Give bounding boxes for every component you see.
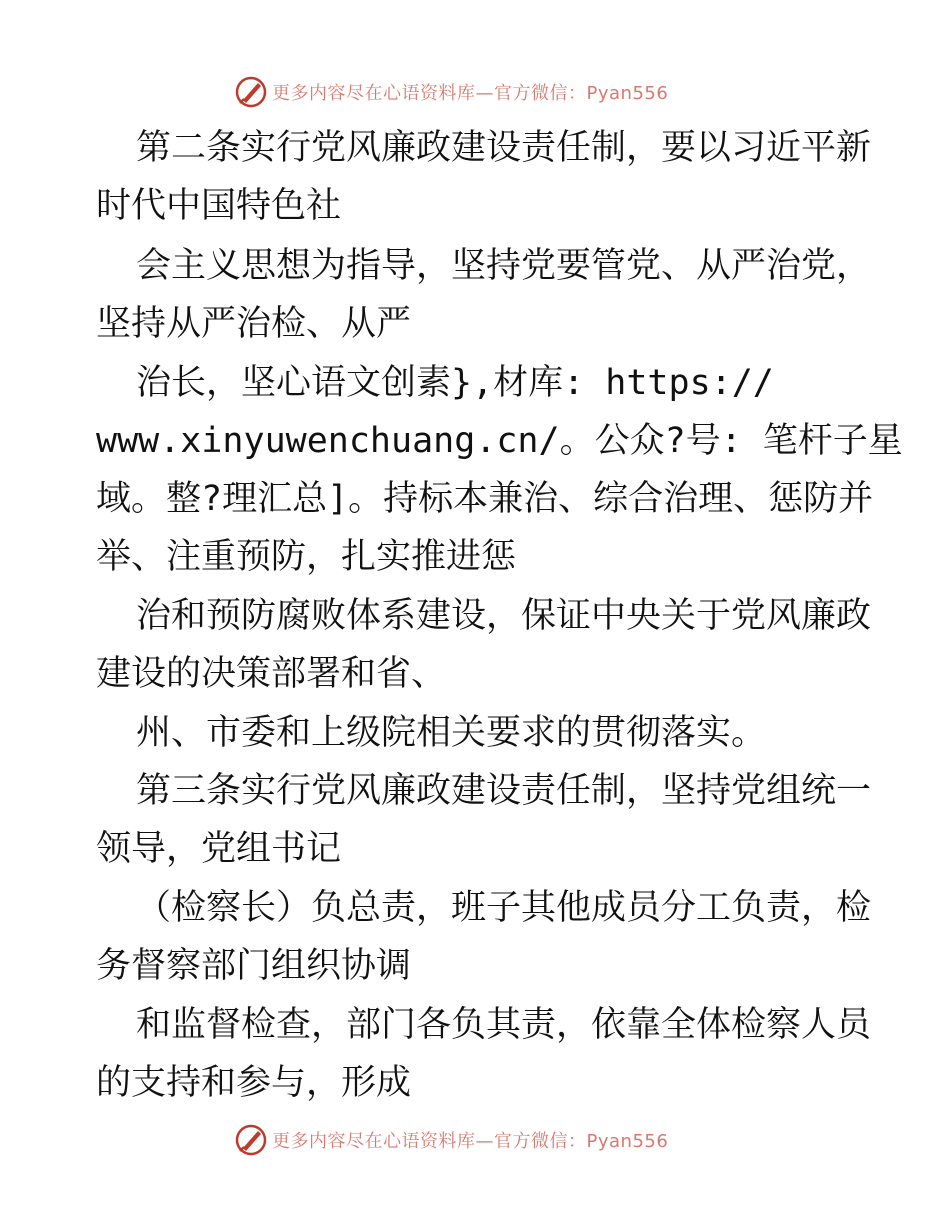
text-line: 会主义思想为指导，坚持党要管党、从严治党， [136, 246, 872, 286]
text-line: （检察长）负总责，班子其他成员分工负责，检 [136, 888, 872, 928]
text-line: 第三条实行党风廉政建设责任制，坚持党组统一 [136, 771, 872, 811]
text-line: 坚持从严治检、从严 [96, 304, 412, 344]
text-line: 举、注重预防，扎实推进惩 [96, 537, 517, 577]
text-line: 州、市委和上级院相关要求的贯彻落实。 [136, 713, 767, 753]
footer-watermark-banner [0, 1120, 950, 1160]
text-line: 治长，坚心语文创素},材库: https:// [136, 363, 774, 403]
text-line: 时代中国特色社 [96, 186, 342, 226]
text-line: 域。整?理汇总]。持标本兼治、综合治理、惩防并 [96, 479, 874, 519]
quill-logo-icon [234, 75, 268, 109]
header-watermark-banner [0, 72, 950, 112]
text-line: 治和预防腐败体系建设，保证中央关于党风廉政 [136, 596, 872, 636]
text-line: 和监督检查，部门各负其责，依靠全体检察人员 [136, 1005, 872, 1045]
footer-banner-text: 更多内容尽在心语资料库—官方微信：Pyan556 [272, 1131, 669, 1152]
text-line: www.xinyuwenchuang.cn/。公众?号: 笔杆子星 [96, 421, 903, 461]
text-line: 务督察部门组织协调 [96, 946, 412, 986]
text-line: 第二条实行党风廉政建设责任制，要以习近平新 [136, 128, 872, 168]
quill-logo-icon [234, 1123, 268, 1157]
text-line: 领导，党组书记 [96, 829, 342, 869]
text-line: 建设的决策部署和省、 [96, 654, 447, 694]
text-line: 的支持和参与，形成 [96, 1063, 412, 1103]
header-banner-text: 更多内容尽在心语资料库—官方微信：Pyan556 [272, 83, 669, 104]
